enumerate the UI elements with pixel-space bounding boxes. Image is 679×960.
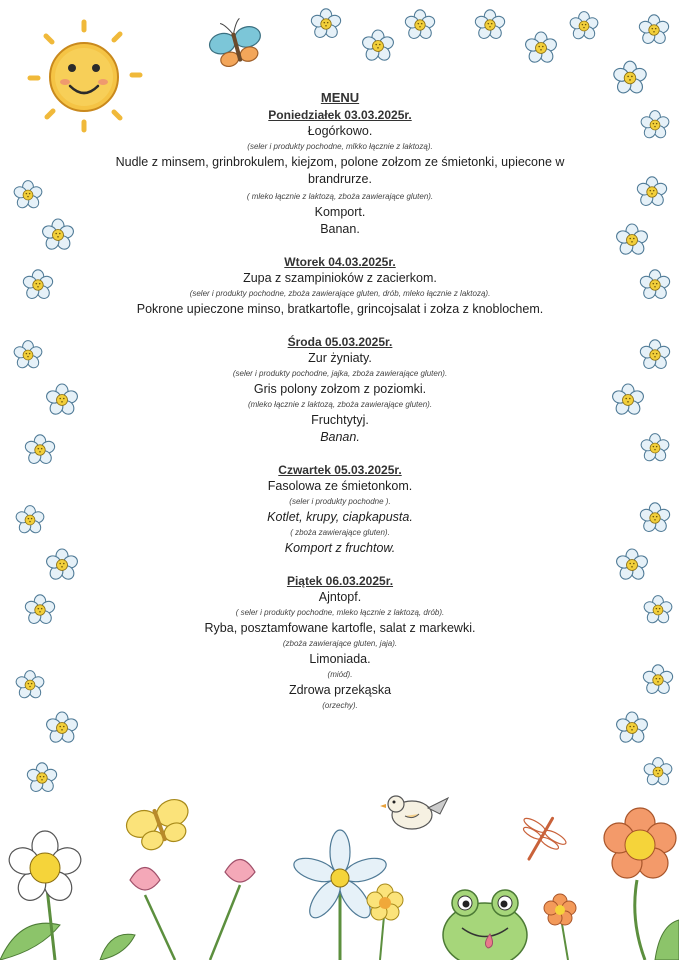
day-header: Wtorek 04.03.2025r.: [284, 255, 396, 269]
allergen-note: (seler i produkty pochodne ).: [289, 497, 391, 506]
dragonfly-icon: [508, 806, 573, 871]
allergen-note: ( seler i produkty pochodne, mleko łącznie z laktozą, drób).: [235, 608, 445, 617]
frog-icon: [443, 890, 527, 960]
day-header: Czwartek 05.03.2025r.: [278, 463, 402, 477]
garden-illustration: [0, 808, 679, 960]
dish-item: Ajntopf.: [318, 590, 362, 604]
menu-content: [90, 90, 590, 728]
dish-item: Łogórkowo.: [307, 124, 373, 138]
allergen-note: (mleko łącznie z laktozą, zboża zawierające gluten).: [247, 400, 433, 409]
dish-item: Zdrowa przekąska: [288, 683, 392, 697]
dish-item: Banan.: [320, 430, 360, 444]
allergen-note: ( zboża zawierające gluten).: [290, 528, 390, 537]
dish-item: Nudle z minsem, grinbrokulem, kiejzom, polone zołzom ze śmietonki, upiecone w brandrurze.: [115, 155, 565, 186]
dish-item: Zupa z szampinioków z zacierkom.: [243, 271, 437, 285]
dish-item: Komport z fruchtow.: [284, 541, 396, 555]
day-header: Poniedziałek 03.03.2025r.: [268, 108, 412, 122]
dish-item: Fruchtytyj.: [311, 413, 369, 427]
day-section-thursday: [90, 462, 590, 557]
dish-item: Gris polony zołzom z poziomki.: [253, 382, 427, 396]
allergen-note: (seler i produkty pochodne, jajka, zboża zawierające gluten).: [232, 369, 448, 378]
allergen-note: ( mleko łącznie z laktozą, zboża zawierające gluten).: [246, 192, 434, 201]
dish-item: Komport.: [314, 205, 366, 219]
flower-icon: [611, 111, 674, 787]
dish-item: Fasolowa ze śmietonkom.: [267, 479, 413, 493]
dish-item: Ryba, posztamfowane kartofle, salat z markewki.: [204, 621, 476, 635]
allergen-note: (orzechy).: [322, 701, 358, 710]
menu-title: MENU: [320, 90, 360, 105]
bird-icon: [380, 796, 448, 829]
day-section-friday: [90, 573, 590, 712]
day-section-tuesday: [90, 254, 590, 318]
flower-icon: [13, 181, 79, 794]
day-section-wednesday: [90, 334, 590, 446]
dish-item: Zur żyniaty.: [308, 351, 372, 365]
dish-item: Limoniada.: [309, 652, 371, 666]
butterfly-icon: [205, 14, 267, 70]
day-section-monday: [90, 107, 590, 238]
dish-item: Kotlet, krupy, ciapkapusta.: [267, 510, 413, 524]
butterfly-icon: [123, 795, 197, 855]
allergen-note: (zboża zawierające gluten, jaja).: [282, 639, 398, 648]
day-header: Środa 05.03.2025r.: [287, 335, 393, 349]
flower-icon: [310, 9, 670, 96]
allergen-note: (miód).: [327, 670, 353, 679]
allergen-note: (seler i produkty pochodne, zboża zawierające gluten, drób, mleko łącznie z laktozą).: [189, 289, 491, 298]
dish-item: Banan.: [320, 222, 360, 236]
dish-item: Pokrone upieczone minso, bratkartofle, grincojsalat i zołza z knoblochem.: [136, 302, 544, 316]
day-header: Piątek 06.03.2025r.: [286, 574, 394, 588]
allergen-note: (seler i produkty pochodne, mlkko łącznie z laktozą).: [247, 142, 433, 151]
